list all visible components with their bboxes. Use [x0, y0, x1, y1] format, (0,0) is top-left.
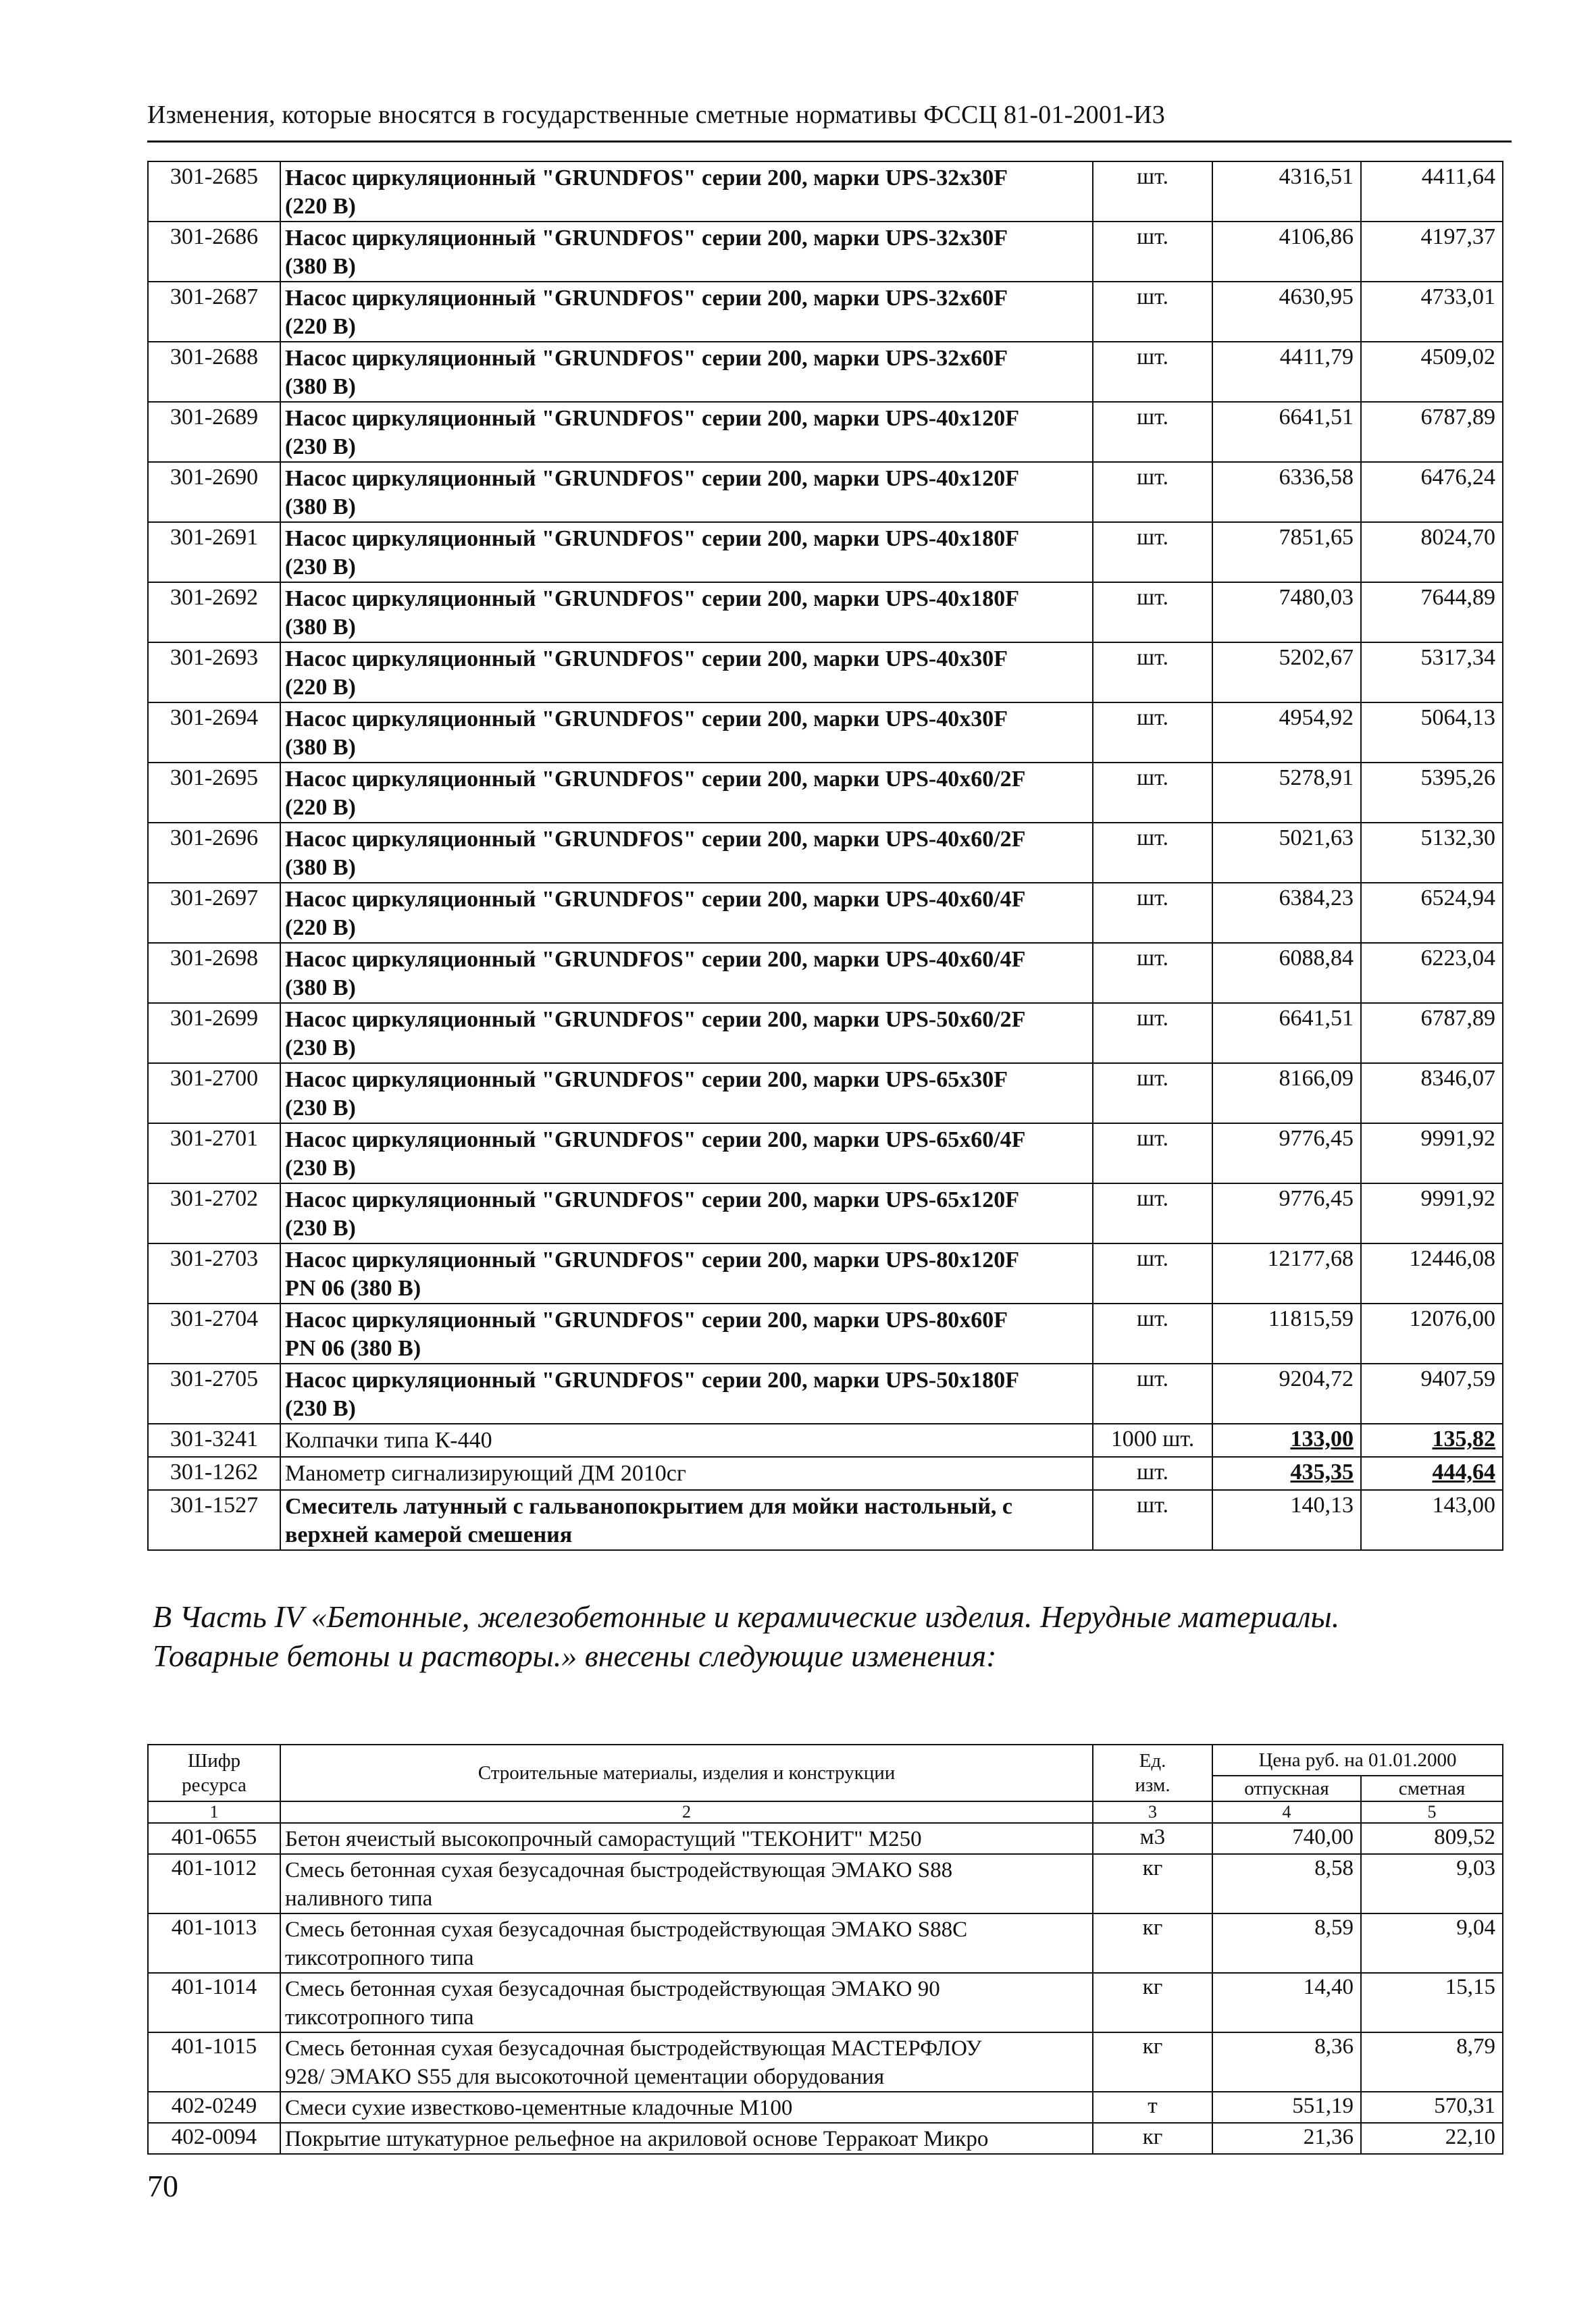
item-name-line: Насос циркуляционный "GRUNDFOS" серии 200, марки UPS-65x60/4F	[285, 1127, 1026, 1152]
item-name	[280, 883, 1093, 943]
price-release: 14,40	[1212, 1973, 1361, 2032]
item-name	[280, 462, 1093, 522]
unit-cell: шт.	[1093, 1304, 1212, 1364]
table-row	[148, 222, 1503, 282]
price-estimate: 4197,37	[1361, 222, 1503, 282]
resource-code: 301-2701	[148, 1123, 280, 1183]
header-col-number: 5	[1361, 1801, 1503, 1823]
price-release: 8,36	[1212, 2032, 1361, 2092]
table-row	[148, 943, 1503, 1003]
header-code-line-2: ресурса	[182, 1774, 247, 1796]
item-name	[280, 1063, 1093, 1123]
unit-cell: шт.	[1093, 642, 1212, 702]
item-name	[280, 222, 1093, 282]
header-price-group: Цена руб. на 01.01.2000	[1212, 1745, 1503, 1776]
resource-code: 301-2696	[148, 823, 280, 883]
header-code-line-1: Шифр	[187, 1750, 241, 1772]
item-name	[280, 342, 1093, 402]
item-name-line: Насос циркуляционный "GRUNDFOS" серии 200, марки UPS-32x60F	[285, 346, 1008, 371]
item-name-line: (380 В)	[285, 254, 356, 279]
item-name	[280, 1854, 1093, 1913]
resource-code: 301-3241	[148, 1424, 280, 1457]
resource-code: 301-2704	[148, 1304, 280, 1364]
item-name-line: Насос циркуляционный "GRUNDFOS" серии 200, марки UPS-40x60/4F	[285, 947, 1026, 972]
price-estimate: 6787,89	[1361, 1003, 1503, 1063]
unit-cell: т	[1093, 2092, 1212, 2123]
resource-code: 301-2705	[148, 1364, 280, 1424]
item-name-line: (220 В)	[285, 675, 356, 700]
resource-code: 301-2687	[148, 282, 280, 342]
item-name	[280, 823, 1093, 883]
price-release: 4106,86	[1212, 222, 1361, 282]
item-name	[280, 642, 1093, 702]
price-estimate: 9,04	[1361, 1913, 1503, 1973]
item-name-line: наливного типа	[285, 1886, 433, 1911]
item-name	[280, 702, 1093, 763]
pumps-price-table	[147, 161, 1503, 1551]
resource-code: 401-0655	[148, 1823, 280, 1854]
price-estimate: 143,00	[1361, 1490, 1503, 1550]
resource-code: 301-2697	[148, 883, 280, 943]
price-release: 740,00	[1212, 1823, 1361, 1854]
unit-cell: шт.	[1093, 282, 1212, 342]
price-release: 4316,51	[1212, 161, 1361, 222]
item-name-line: Насос циркуляционный "GRUNDFOS" серии 200, марки UPS-40x120F	[285, 466, 1020, 491]
unit-cell: шт.	[1093, 1183, 1212, 1243]
unit-cell: шт.	[1093, 702, 1212, 763]
item-name	[280, 763, 1093, 823]
price-release: 9204,72	[1212, 1364, 1361, 1424]
item-name-line: Насос циркуляционный "GRUNDFOS" серии 200, марки UPS-40x30F	[285, 706, 1008, 731]
resource-code: 301-2695	[148, 763, 280, 823]
resource-code: 301-2689	[148, 402, 280, 462]
item-name: Колпачки типа К-440	[280, 1424, 1093, 1457]
table-row	[148, 1243, 1503, 1304]
resource-code: 301-2686	[148, 222, 280, 282]
resource-code: 301-2690	[148, 462, 280, 522]
header-col-number: 4	[1212, 1801, 1361, 1823]
table-row	[148, 1364, 1503, 1424]
unit-cell: шт.	[1093, 823, 1212, 883]
table-row	[148, 1183, 1503, 1243]
header-col-number: 3	[1093, 1801, 1212, 1823]
unit-cell: шт.	[1093, 522, 1212, 582]
table-row	[148, 522, 1503, 582]
header-code	[148, 1745, 280, 1801]
materials-table-body	[148, 1823, 1503, 2154]
price-release: 11815,59	[1212, 1304, 1361, 1364]
item-name-line: PN 06 (380 В)	[285, 1276, 421, 1301]
item-name	[280, 1003, 1093, 1063]
item-name-line: Насос циркуляционный "GRUNDFOS" серии 200, марки UPS-40x180F	[285, 586, 1020, 611]
materials-table-header	[148, 1745, 1503, 1823]
resource-code: 301-2702	[148, 1183, 280, 1243]
price-estimate: 5395,26	[1361, 763, 1503, 823]
item-name-line: (230 В)	[285, 1096, 356, 1121]
unit-cell: кг	[1093, 2123, 1212, 2154]
item-name: Покрытие штукатурное рельефное на акриловой основе Терракоат Микро	[280, 2123, 1093, 2154]
item-name-line: (230 В)	[285, 1035, 356, 1060]
item-name-line: (380 В)	[285, 975, 356, 1000]
item-name-line: (380 В)	[285, 735, 356, 760]
resource-code: 301-2699	[148, 1003, 280, 1063]
item-name	[280, 2032, 1093, 2092]
item-name-line: (220 В)	[285, 194, 356, 219]
unit-cell: шт.	[1093, 1123, 1212, 1183]
resource-code: 301-2694	[148, 702, 280, 763]
price-estimate: 5132,30	[1361, 823, 1503, 883]
unit-cell: шт.	[1093, 883, 1212, 943]
item-name-line: тиксотропного типа	[285, 2005, 474, 2030]
item-name	[280, 943, 1093, 1003]
table-row	[148, 2092, 1503, 2123]
item-name-line: (380 В)	[285, 855, 356, 880]
resource-code: 301-2698	[148, 943, 280, 1003]
price-estimate: 12076,00	[1361, 1304, 1503, 1364]
table-row	[148, 1304, 1503, 1364]
price-estimate: 4733,01	[1361, 282, 1503, 342]
unit-cell: м3	[1093, 1823, 1212, 1854]
item-name	[280, 1913, 1093, 1973]
table-row	[148, 642, 1503, 702]
header-price-estimate: сметная	[1361, 1776, 1503, 1801]
price-release: 133,00	[1212, 1424, 1361, 1457]
resource-code: 401-1014	[148, 1973, 280, 2032]
price-estimate: 4509,02	[1361, 342, 1503, 402]
item-name-line: верхней камерой смешения	[285, 1522, 573, 1547]
header-col-number: 1	[148, 1801, 280, 1823]
resource-code: 301-2685	[148, 161, 280, 222]
resource-code: 301-2692	[148, 582, 280, 642]
table-row	[148, 702, 1503, 763]
price-estimate: 444,64	[1361, 1457, 1503, 1490]
item-name	[280, 1243, 1093, 1304]
price-estimate: 22,10	[1361, 2123, 1503, 2154]
item-name	[280, 1490, 1093, 1550]
price-release: 9776,45	[1212, 1123, 1361, 1183]
price-estimate: 6223,04	[1361, 943, 1503, 1003]
table-row	[148, 1490, 1503, 1550]
price-estimate: 15,15	[1361, 1973, 1503, 2032]
unit-cell: шт.	[1093, 1364, 1212, 1424]
table-row	[148, 1854, 1503, 1913]
table-row	[148, 2123, 1503, 2154]
price-estimate: 7644,89	[1361, 582, 1503, 642]
price-release: 551,19	[1212, 2092, 1361, 2123]
item-name-line: 928/ ЭМАКО S55 для высокоточной цементации оборудования	[285, 2065, 885, 2089]
unit-cell: шт.	[1093, 222, 1212, 282]
header-price-release: отпускная	[1212, 1776, 1361, 1801]
resource-code: 301-2691	[148, 522, 280, 582]
unit-cell: шт.	[1093, 342, 1212, 402]
table-row	[148, 1823, 1503, 1854]
item-name-line: Насос циркуляционный "GRUNDFOS" серии 200, марки UPS-80x120F	[285, 1248, 1020, 1272]
price-estimate: 9,03	[1361, 1854, 1503, 1913]
price-estimate: 570,31	[1361, 2092, 1503, 2123]
item-name-line: (230 В)	[285, 1396, 356, 1421]
item-name-line: (230 В)	[285, 1156, 356, 1181]
item-name-line: Насос циркуляционный "GRUNDFOS" серии 200, марки UPS-40x120F	[285, 406, 1020, 431]
unit-cell: шт.	[1093, 1003, 1212, 1063]
price-release: 5278,91	[1212, 763, 1361, 823]
header-unit-line-1: Ед.	[1139, 1750, 1166, 1772]
price-release: 6384,23	[1212, 883, 1361, 943]
price-estimate: 8346,07	[1361, 1063, 1503, 1123]
table-row	[148, 402, 1503, 462]
unit-cell: шт.	[1093, 402, 1212, 462]
table-row	[148, 462, 1503, 522]
item-name-line: PN 06 (380 В)	[285, 1336, 421, 1361]
item-name-line: Насос циркуляционный "GRUNDFOS" серии 200, марки UPS-50x60/2F	[285, 1007, 1026, 1032]
resource-code: 401-1015	[148, 2032, 280, 2092]
item-name-line: Насос циркуляционный "GRUNDFOS" серии 200, марки UPS-32x60F	[285, 286, 1008, 311]
item-name-line: Насос циркуляционный "GRUNDFOS" серии 200, марки UPS-65x120F	[285, 1187, 1020, 1212]
item-name-line: (230 В)	[285, 555, 356, 580]
item-name-line: Насос циркуляционный "GRUNDFOS" серии 200, марки UPS-80x60F	[285, 1308, 1008, 1333]
table-row	[148, 582, 1503, 642]
price-release: 21,36	[1212, 2123, 1361, 2154]
unit-cell: шт.	[1093, 161, 1212, 222]
item-name-line: Насос циркуляционный "GRUNDFOS" серии 200, марки UPS-40x60/2F	[285, 767, 1026, 792]
item-name-line: (220 В)	[285, 915, 356, 940]
item-name: Манометр сигнализирующий ДМ 2010сг	[280, 1457, 1093, 1490]
item-name	[280, 161, 1093, 222]
item-name-line: (380 В)	[285, 494, 356, 519]
resource-code: 401-1012	[148, 1854, 280, 1913]
price-estimate: 6787,89	[1361, 402, 1503, 462]
price-release: 6336,58	[1212, 462, 1361, 522]
resource-code: 301-1527	[148, 1490, 280, 1550]
item-name-line: Насос циркуляционный "GRUNDFOS" серии 200, марки UPS-40x60/4F	[285, 887, 1026, 912]
item-name-line: Насос циркуляционный "GRUNDFOS" серии 200, марки UPS-32x30F	[285, 165, 1008, 190]
unit-cell: кг	[1093, 1913, 1212, 1973]
price-estimate: 809,52	[1361, 1823, 1503, 1854]
item-name-line: Насос циркуляционный "GRUNDFOS" серии 200, марки UPS-65x30F	[285, 1067, 1008, 1092]
unit-cell: шт.	[1093, 1457, 1212, 1490]
price-release: 8,58	[1212, 1854, 1361, 1913]
item-name	[280, 402, 1093, 462]
table-row	[148, 1913, 1503, 1973]
price-release: 8,59	[1212, 1913, 1361, 1973]
item-name: Бетон ячеистый высокопрочный саморастущий "ТЕКОНИТ" М250	[280, 1823, 1093, 1854]
price-estimate: 9991,92	[1361, 1183, 1503, 1243]
price-release: 4954,92	[1212, 702, 1361, 763]
price-release: 7851,65	[1212, 522, 1361, 582]
price-release: 4630,95	[1212, 282, 1361, 342]
item-name-line: Смесь бетонная сухая безусадочная быстродействующая ЭМАКО 90	[285, 1977, 940, 2001]
price-release: 140,13	[1212, 1490, 1361, 1550]
item-name-line: (380 В)	[285, 615, 356, 640]
price-estimate: 6524,94	[1361, 883, 1503, 943]
item-name-line: Насос циркуляционный "GRUNDFOS" серии 200, марки UPS-32x30F	[285, 226, 1008, 251]
section-title	[153, 1597, 1490, 1676]
item-name	[280, 282, 1093, 342]
table-row	[148, 763, 1503, 823]
header-unit	[1093, 1745, 1212, 1801]
table-row	[148, 1123, 1503, 1183]
table-row	[148, 1457, 1503, 1490]
table-row	[148, 161, 1503, 222]
resource-code: 301-2703	[148, 1243, 280, 1304]
table-row	[148, 1424, 1503, 1457]
price-estimate: 5064,13	[1361, 702, 1503, 763]
unit-cell: шт.	[1093, 1063, 1212, 1123]
price-release: 12177,68	[1212, 1243, 1361, 1304]
resource-code: 402-0249	[148, 2092, 280, 2123]
price-estimate: 9407,59	[1361, 1364, 1503, 1424]
price-release: 7480,03	[1212, 582, 1361, 642]
unit-cell: 1000 шт.	[1093, 1424, 1212, 1457]
unit-cell: кг	[1093, 1854, 1212, 1913]
unit-cell: шт.	[1093, 1490, 1212, 1550]
item-name	[280, 1123, 1093, 1183]
table-row	[148, 1003, 1503, 1063]
price-release: 6641,51	[1212, 402, 1361, 462]
unit-cell: кг	[1093, 1973, 1212, 2032]
unit-cell: шт.	[1093, 462, 1212, 522]
item-name-line: (230 В)	[285, 434, 356, 459]
materials-price-table	[147, 1744, 1503, 2155]
price-release: 435,35	[1212, 1457, 1361, 1490]
item-name-line: (230 В)	[285, 1216, 356, 1241]
resource-code: 301-2693	[148, 642, 280, 702]
header-unit-line-2: изм.	[1135, 1774, 1170, 1796]
table-row	[148, 1063, 1503, 1123]
price-release: 4411,79	[1212, 342, 1361, 402]
unit-cell: кг	[1093, 2032, 1212, 2092]
price-release: 8166,09	[1212, 1063, 1361, 1123]
item-name: Смеси сухие известково-цементные кладочные М100	[280, 2092, 1093, 2123]
item-name	[280, 1183, 1093, 1243]
unit-cell: шт.	[1093, 943, 1212, 1003]
item-name	[280, 1973, 1093, 2032]
resource-code: 402-0094	[148, 2123, 280, 2154]
price-estimate: 6476,24	[1361, 462, 1503, 522]
price-estimate: 8024,70	[1361, 522, 1503, 582]
price-release: 9776,45	[1212, 1183, 1361, 1243]
pumps-table-body	[148, 161, 1503, 1550]
price-estimate: 9991,92	[1361, 1123, 1503, 1183]
price-estimate: 135,82	[1361, 1424, 1503, 1457]
item-name-line: (220 В)	[285, 795, 356, 820]
price-release: 5021,63	[1212, 823, 1361, 883]
item-name-line: тиксотропного типа	[285, 1946, 474, 1970]
table-row	[148, 282, 1503, 342]
item-name-line: Насос циркуляционный "GRUNDFOS" серии 200, марки UPS-40x60/2F	[285, 827, 1026, 852]
item-name	[280, 522, 1093, 582]
section-title-line-2: Товарные бетоны и растворы.» внесены следующие изменения:	[153, 1639, 997, 1673]
item-name-line: Смеситель латунный с гальванопокрытием для мойки настольный, с	[285, 1494, 1013, 1519]
table-row	[148, 823, 1503, 883]
resource-code: 401-1013	[148, 1913, 280, 1973]
item-name	[280, 1364, 1093, 1424]
item-name-line: Насос циркуляционный "GRUNDFOS" серии 200, марки UPS-40x180F	[285, 526, 1020, 551]
header-divider	[147, 140, 1512, 143]
item-name-line: Смесь бетонная сухая безусадочная быстродействующая ЭМАКО S88	[285, 1858, 953, 1882]
item-name-line: Смесь бетонная сухая безусадочная быстродействующая МАСТЕРФЛОУ	[285, 2036, 982, 2061]
price-estimate: 12446,08	[1361, 1243, 1503, 1304]
price-release: 5202,67	[1212, 642, 1361, 702]
table-row	[148, 342, 1503, 402]
item-name-line: Насос циркуляционный "GRUNDFOS" серии 200, марки UPS-40x30F	[285, 646, 1008, 671]
table-row	[148, 1973, 1503, 2032]
item-name-line: Смесь бетонная сухая безусадочная быстродействующая ЭМАКО S88С	[285, 1918, 968, 1942]
resource-code: 301-1262	[148, 1457, 280, 1490]
table-row	[148, 2032, 1503, 2092]
unit-cell: шт.	[1093, 763, 1212, 823]
resource-code: 301-2700	[148, 1063, 280, 1123]
item-name	[280, 1304, 1093, 1364]
page-header: Изменения, которые вносятся в государственные сметные нормативы ФССЦ 81-01-2001-И3	[147, 101, 1165, 129]
unit-cell: шт.	[1093, 1243, 1212, 1304]
item-name-line: (380 В)	[285, 374, 356, 399]
item-name-line: (220 В)	[285, 314, 356, 339]
price-estimate: 4411,64	[1361, 161, 1503, 222]
item-name-line: Насос циркуляционный "GRUNDFOS" серии 200, марки UPS-50x180F	[285, 1368, 1020, 1393]
header-col-number: 2	[280, 1801, 1093, 1823]
price-estimate: 5317,34	[1361, 642, 1503, 702]
section-title-line-1: В Часть IV «Бетонные, железобетонные и керамические изделия. Нерудные материалы.	[153, 1599, 1340, 1634]
item-name	[280, 582, 1093, 642]
header-name: Строительные материалы, изделия и конструкции	[280, 1745, 1093, 1801]
page-number: 70	[147, 2169, 178, 2203]
resource-code: 301-2688	[148, 342, 280, 402]
price-estimate: 8,79	[1361, 2032, 1503, 2092]
price-release: 6088,84	[1212, 943, 1361, 1003]
table-row	[148, 883, 1503, 943]
price-release: 6641,51	[1212, 1003, 1361, 1063]
unit-cell: шт.	[1093, 582, 1212, 642]
